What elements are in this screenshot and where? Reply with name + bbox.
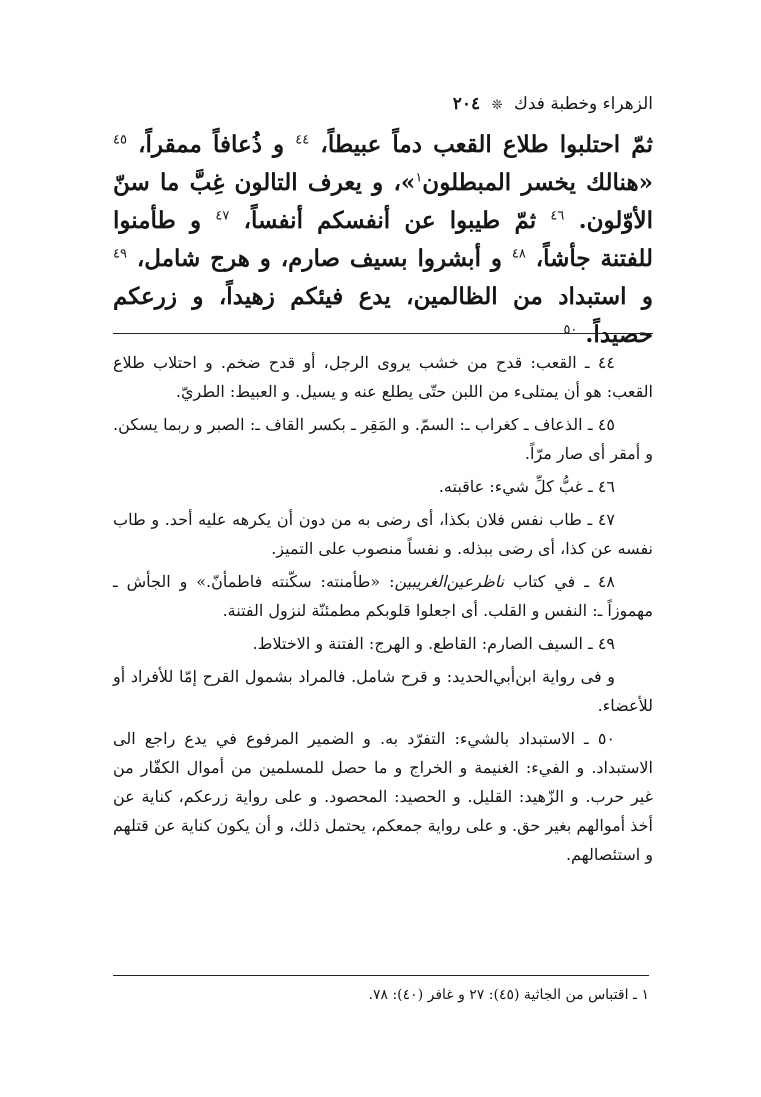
note-ref-47: ٤٧ <box>215 208 230 224</box>
note-48-book-title: ناظرعين‌الغريبين <box>394 572 505 591</box>
footnote-divider <box>113 975 649 976</box>
note-45: ٤٥ ـ الذعاف ـ كغراب ـ: السمّ. و المَقِر ـ بكسر القاف ـ: الصبر و ربما يسكن. و أمقر أى صار مرّاً. <box>113 415 653 463</box>
main-sentence-7: و أبشروا بسيف صارم، و هرج شامل، <box>136 245 502 272</box>
page-number: ٢٠٤ <box>452 94 481 114</box>
footnote-ref-1: ١ <box>415 170 423 186</box>
note-ref-49: ٤٩ <box>113 246 127 262</box>
main-sentence-8: و استبداد من الظالمين، يدع فيئكم زهيداً، و زرعكم حصيداً. <box>113 283 653 348</box>
note-ref-50: ٥٠ <box>563 322 578 338</box>
running-head <box>453 92 653 118</box>
main-sentence-4: »، و يعرف التالون غِبَّ ما سنّ الأوّلون. <box>113 169 653 234</box>
main-paragraph <box>113 126 653 354</box>
notes-divider <box>113 333 653 334</box>
separator-star-icon: ❊ <box>491 98 503 113</box>
notes-section <box>113 348 653 873</box>
note-48-rest: : «طأمنته: سكّنته فاطمأنّ.» و الجأش ـ مهموزاً ـ: النفس و القلب. أى اجعلوا قلوبكم مطمئنّة لنزول الفتنة. <box>113 572 653 620</box>
note-50: ٥٠ ـ الاستبداد بالشيء: التفرّد به. و الضمير المرفوع في يدع راجع الى الاستبداد. و الفيء: الغنيمة و الخراج و ما حصل للمسلمين من أموال الكفّار من غير حرب. و الزّهيد: القليل. و الحصيد: المحصود. و على رواية زرعكم، كناية عن أخذ أموالهم بغير حق. و على رواية جمعكم، يحتمل ذلك، و أن يكون كناية عن قتلهم و استئصالهم. <box>113 729 654 864</box>
main-sentence-1: ثمّ احتلبوا طلاع القعب دماً عبيطاً، <box>320 131 653 158</box>
main-sentence-6: و طأمنوا للفتنة جأشاً، <box>113 207 653 272</box>
footnote-1: ١ ـ اقتباس من الجاثية (٤٥): ٢٧ و غافر (٤٠): ٧٨. <box>368 987 649 1003</box>
main-sentence-3: «هنالك يخسر المبطلون <box>422 169 653 196</box>
note-48-start: ٤٨ ـ في كتاب <box>504 572 616 591</box>
main-sentence-2: و ذُعافاً ممقراً، <box>138 131 285 158</box>
note-ref-46: ٤٦ <box>550 208 565 224</box>
note-ref-44: ٤٤ <box>295 132 310 148</box>
main-text <box>113 126 653 354</box>
note-48 <box>113 567 653 625</box>
note-46: ٤٦ ـ غبُّ كلِّ شيء: عاقبته. <box>438 477 615 496</box>
note-47: ٤٧ ـ طاب نفس فلان بكذا، أى رضى به من دون أن يكرهه عليه أحد. و طاب نفسه عن كذا، أى رضى ببذله. و نفساً منصوب على التميز. <box>113 510 653 558</box>
note-ref-48: ٤٨ <box>511 246 526 262</box>
main-sentence-5: ثمّ طيبوا عن أنفسكم أنفساً، <box>243 207 537 234</box>
note-ref-45: ٤٥ <box>113 132 127 148</box>
note-44: ٤٤ ـ القعب: قدح من خشب يروى الرجل، أو قدح ضخم. و احتلاب طلاع القعب: هو أن يمتلىء من اللبن حتّى يطلع عنه و يسيل. و العبيط: الطريّ. <box>113 353 653 401</box>
note-49-extra: و فى رواية ابن‌أبي‌الحديد: و قرح شامل. فالمراد بشمول القرح إمّا للأفراد أو للأعضاء. <box>113 667 653 715</box>
note-49: ٤٩ ـ السيف الصارم: القاطع. و الهرج: الفتنة و الاختلاط. <box>252 634 615 653</box>
running-head-title: الزهراء وخطبة فدك <box>513 94 653 114</box>
